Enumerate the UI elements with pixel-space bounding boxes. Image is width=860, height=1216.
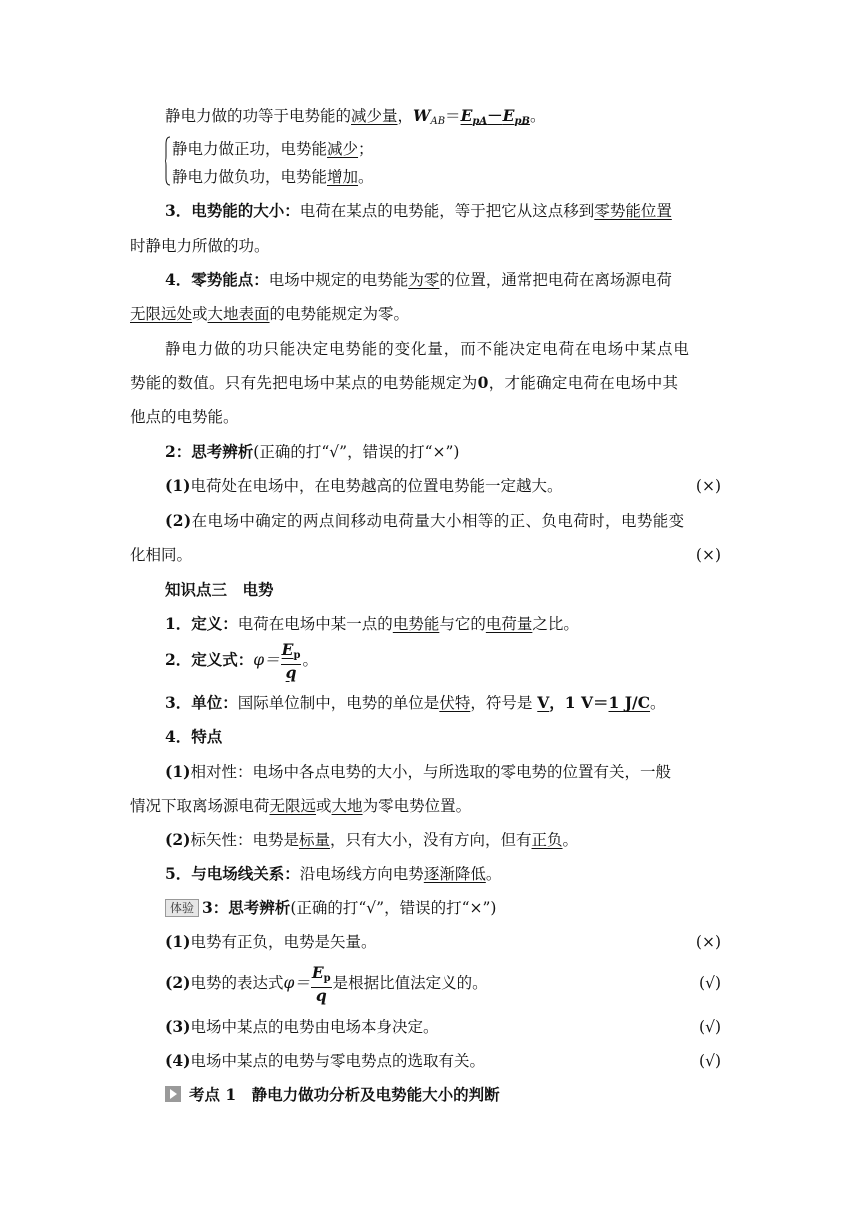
exercise-2-item-1: (1)电荷处在电场中，在电势越高的位置电势能一定越大。 (×) xyxy=(165,474,721,498)
feature-relativity-cont: 情况下取离场源电荷无限远或大地为零电势位置。 xyxy=(130,797,472,815)
exercise-2-item-2-cont: 化相同。 (×) xyxy=(130,543,721,567)
answer-mark: (×) xyxy=(695,933,721,951)
answer-mark: (×) xyxy=(695,477,721,495)
positive-work-line: 静电力做正功，电势能减少； xyxy=(172,140,374,158)
exercise-2-heading: 2：思考辨析(正确的打“√”，错误的打“×”) xyxy=(165,442,460,461)
note-paragraph-line-2: 势能的数值。只有先把电场中某点的电势能规定为0，才能确定电荷在电场中其 xyxy=(130,373,679,392)
feature-relativity: (1)相对性：电场中各点电势的大小，与所选取的零电势的位置有关，一般 xyxy=(165,762,671,781)
answer-mark: (×) xyxy=(695,546,721,564)
exercise-3-item-4: (4)电场中某点的电势与零电势点的选取有关。 (√) xyxy=(165,1049,721,1073)
answer-mark: (√) xyxy=(699,1052,721,1070)
work-energy-relation: 静电力做的功等于电势能的减少量，$W_{AB}=E_{pA}-E_{pB}$。 xyxy=(165,106,546,127)
exercise-3-item-1: (1)电势有正负，电势是矢量。 (×) xyxy=(165,930,721,954)
topic-1-heading: 考点 1 静电力做功分析及电势能大小的判断 xyxy=(165,1083,500,1107)
answer-mark: (√) xyxy=(699,974,721,992)
answer-mark: (√) xyxy=(699,1018,721,1036)
potential-fraction: $\frac{Ep}{q}$ xyxy=(281,639,301,682)
note-paragraph-line-1: 静电力做的功只能决定电势能的变化量，而不能决定电荷在电场中某点电 xyxy=(165,340,690,358)
potential-fraction: $\frac{Ep}{q}$ xyxy=(311,962,331,1005)
section-heading-electric-potential: 知识点三 电势 xyxy=(165,580,274,599)
zero-potential-point-cont: 无限远处或大地表面的电势能规定为零。 xyxy=(130,305,410,323)
potential-energy-magnitude-cont: 时静电力所做的功。 xyxy=(130,237,270,255)
negative-work-line: 静电力做负功，电势能增加。 xyxy=(172,168,374,186)
field-line-relation: 5．与电场线关系：沿电场线方向电势逐渐降低。 xyxy=(165,864,502,883)
definition-formula: 2．定义式：φ＝ $\frac{Ep}{q}$ 。 xyxy=(165,639,318,682)
play-arrow-icon xyxy=(165,1086,181,1102)
exercise-2-item-2: (2)在电场中确定的两点间移动电荷量大小相等的正、负电荷时，电势能变 xyxy=(165,511,685,530)
features-heading: 4．特点 xyxy=(165,727,223,746)
potential-energy-magnitude: 3．电势能的大小：电荷在某点的电势能，等于把它从这点移到零势能位置 xyxy=(165,201,672,220)
definition-line: 1．定义：电荷在电场中某一点的电势能与它的电荷量之比。 xyxy=(165,614,579,633)
unit-line: 3．单位：国际单位制中，电势的单位是伏特，符号是 V，1 V＝1 J/C。 xyxy=(165,693,666,712)
exercise-3-item-3: (3)电场中某点的电势由电场本身决定。 (√) xyxy=(165,1015,721,1039)
note-paragraph-line-3: 他点的电势能。 xyxy=(130,408,239,426)
exercise-3-item-2: (2)电势的表达式φ＝ $\frac{Ep}{q}$ 是根据比值法定义的。 (√) xyxy=(165,962,721,1005)
zero-potential-point: 4．零势能点：电场中规定的电势能为零的位置，通常把电荷在离场源电荷 xyxy=(165,270,672,289)
feature-scalar: (2)标矢性：电势是标量，只有大小，没有方向，但有正负。 xyxy=(165,830,579,849)
exercise-3-heading: 体验 3：思考辨析(正确的打“√”，错误的打“×”) xyxy=(165,896,496,920)
experience-tag: 体验 xyxy=(165,899,199,917)
left-brace-icon xyxy=(165,136,171,186)
